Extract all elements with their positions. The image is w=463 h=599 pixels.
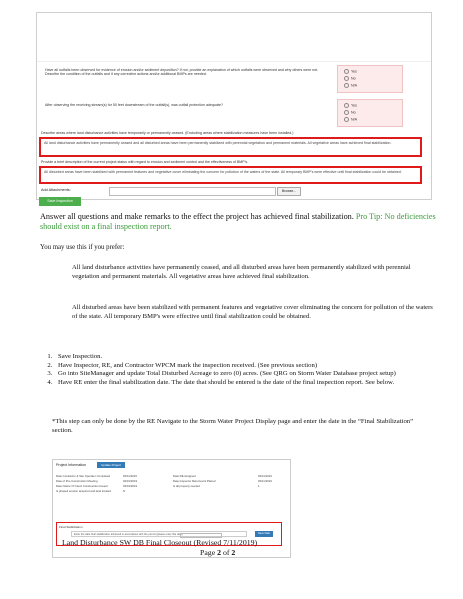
may-use-label: You may use this if you prefer: xyxy=(40,244,125,251)
final-stabilization-title: Final Stabilization xyxy=(59,525,83,529)
sample-text-2: All disturbed areas have been stabilized with permanent features and vegetative cover eliminating the concern for pollution of the waters of the state. All temporary BMP's were effective until final stabilization could be obtained. xyxy=(72,304,433,320)
project-info-title: Project Information xyxy=(56,463,87,467)
final-stabilization-row xyxy=(71,531,247,537)
outfall-question: Have all outfalls been observed for evidence of erosion and/or sediment deposition? If not, provide an explanation of which outfalls were observed and why others were not. Describe the condition of the outfalls and if any corrective actions and/or additional BMPs are needed. xyxy=(45,68,319,77)
update-project-button[interactable]: Update Project xyxy=(97,462,125,468)
intro-text: Answer all questions and make remarks to the effect the project has achieved final stabilization. xyxy=(40,212,354,221)
radio-icon xyxy=(344,83,349,88)
info-label: Is all property needed xyxy=(173,484,200,488)
radio-icon xyxy=(344,103,349,108)
step-item: 2. Have Inspector, RE, and Contractor WPCM mark the inspection received. (See previous section) xyxy=(54,362,444,371)
radio-icon xyxy=(344,76,349,81)
option-na[interactable]: N/A xyxy=(344,83,357,88)
outfall-options xyxy=(337,65,403,93)
receiving-stream-question: After observing the receiving stream(s) for 50 feet downstream of the outfall(s), was outfall protection adequate? xyxy=(45,103,223,107)
step-item: 3. Go into SiteManager and update Total Disturbed Acreage to zero (0) acres. (See QRG on Storm Water Database project setup) xyxy=(54,370,444,379)
option-na[interactable]: N/A xyxy=(344,117,357,122)
ceased-areas-question: Describe areas where land disturbance activities have temporarily or permanently ceased. (Excluding areas where stabilization measures have been installed.) xyxy=(41,131,294,135)
info-value: 03/11/2019 xyxy=(258,474,272,478)
page-number: Page 2 of 2 xyxy=(200,548,236,557)
info-label: Date of Pre-Construction Meeting xyxy=(56,479,98,483)
closeout-steps xyxy=(40,353,444,387)
footer-revision: Land Disturbance SW DB Final Closeout (Revised 7/11/2019) xyxy=(62,538,258,547)
project-status-question: Provide a brief description of the current project status with regard to erosion and sediment control and the effectiveness of BMP's. xyxy=(41,160,249,164)
radio-icon xyxy=(344,117,349,122)
final-stabilization-text: Enter the date final stabilization achieved in accordance with the permit (please enter this date) xyxy=(74,533,183,536)
browse-button[interactable]: Browse... xyxy=(277,187,301,196)
info-value: 04/01/2019 xyxy=(123,484,137,488)
info-label: Is phased erosion acquired and land located xyxy=(56,489,111,493)
re-note: *This step can only be done by the RE Navigate to the Storm Water Project Display page and enter the date in the “Final Stabilization” section. xyxy=(52,418,414,434)
attachments-label: Add Attachments: xyxy=(41,188,71,192)
info-label: Date Inspector Returned & Placed xyxy=(173,479,216,483)
info-value: 1 xyxy=(258,484,260,488)
step-item: 4. Have RE enter the final stabilization date. The date that should be entered is the date of the final inspection report. See below. xyxy=(54,379,444,388)
radio-icon xyxy=(344,69,349,74)
attachment-file-input[interactable] xyxy=(109,187,276,196)
project-status-answer[interactable]: All disturbed areas have been stabilized with permanent features and vegetative cover eliminating the concern for pollution of the waters of the state. All temporary BMP's were effective until final stabilization could be obtained. xyxy=(39,166,422,184)
option-no[interactable]: No xyxy=(344,76,356,81)
option-yes[interactable]: Yes xyxy=(344,103,357,108)
info-value: N xyxy=(123,489,126,493)
intro-paragraph xyxy=(40,212,440,232)
sample-text-1: All land disturbance activities have permanently ceased, and all disturbed areas have been permanently stabilized with perennial vegetation and permanent materials. All vegetative areas have achieved final stabilization. xyxy=(72,264,411,280)
radio-icon xyxy=(344,110,349,115)
save-date-button[interactable]: Save Date xyxy=(255,531,273,537)
form-top-area xyxy=(37,13,431,62)
info-value: 03/11/2019 xyxy=(123,474,137,478)
stream-options xyxy=(337,99,403,127)
option-no[interactable]: No xyxy=(344,110,356,115)
inspection-form-screenshot xyxy=(36,12,432,203)
info-label: Date RE Assigned xyxy=(173,474,196,478)
info-label: Date Contractor & Site Operator Completed xyxy=(56,474,111,478)
info-value: 04/01/2019 xyxy=(123,479,137,483)
info-value: 03/11/2019 xyxy=(258,479,272,483)
pro-tip: Pro Tip: No deficiencies should exist on a final inspection report. xyxy=(40,212,436,232)
save-inspection-button[interactable]: Save Inspection xyxy=(39,197,81,206)
step-item: 1. Save Inspection. xyxy=(54,353,444,362)
info-label: Date Notice Of Intent Construction Issued xyxy=(56,484,108,488)
ceased-areas-answer[interactable]: All land disturbance activities have permanently ceased and all disturbed areas have been permanently stabilized with perennial vegetation and permanent materials. All vegetative areas have achieved final stabilization. xyxy=(39,137,422,157)
option-yes[interactable]: Yes xyxy=(344,69,357,74)
